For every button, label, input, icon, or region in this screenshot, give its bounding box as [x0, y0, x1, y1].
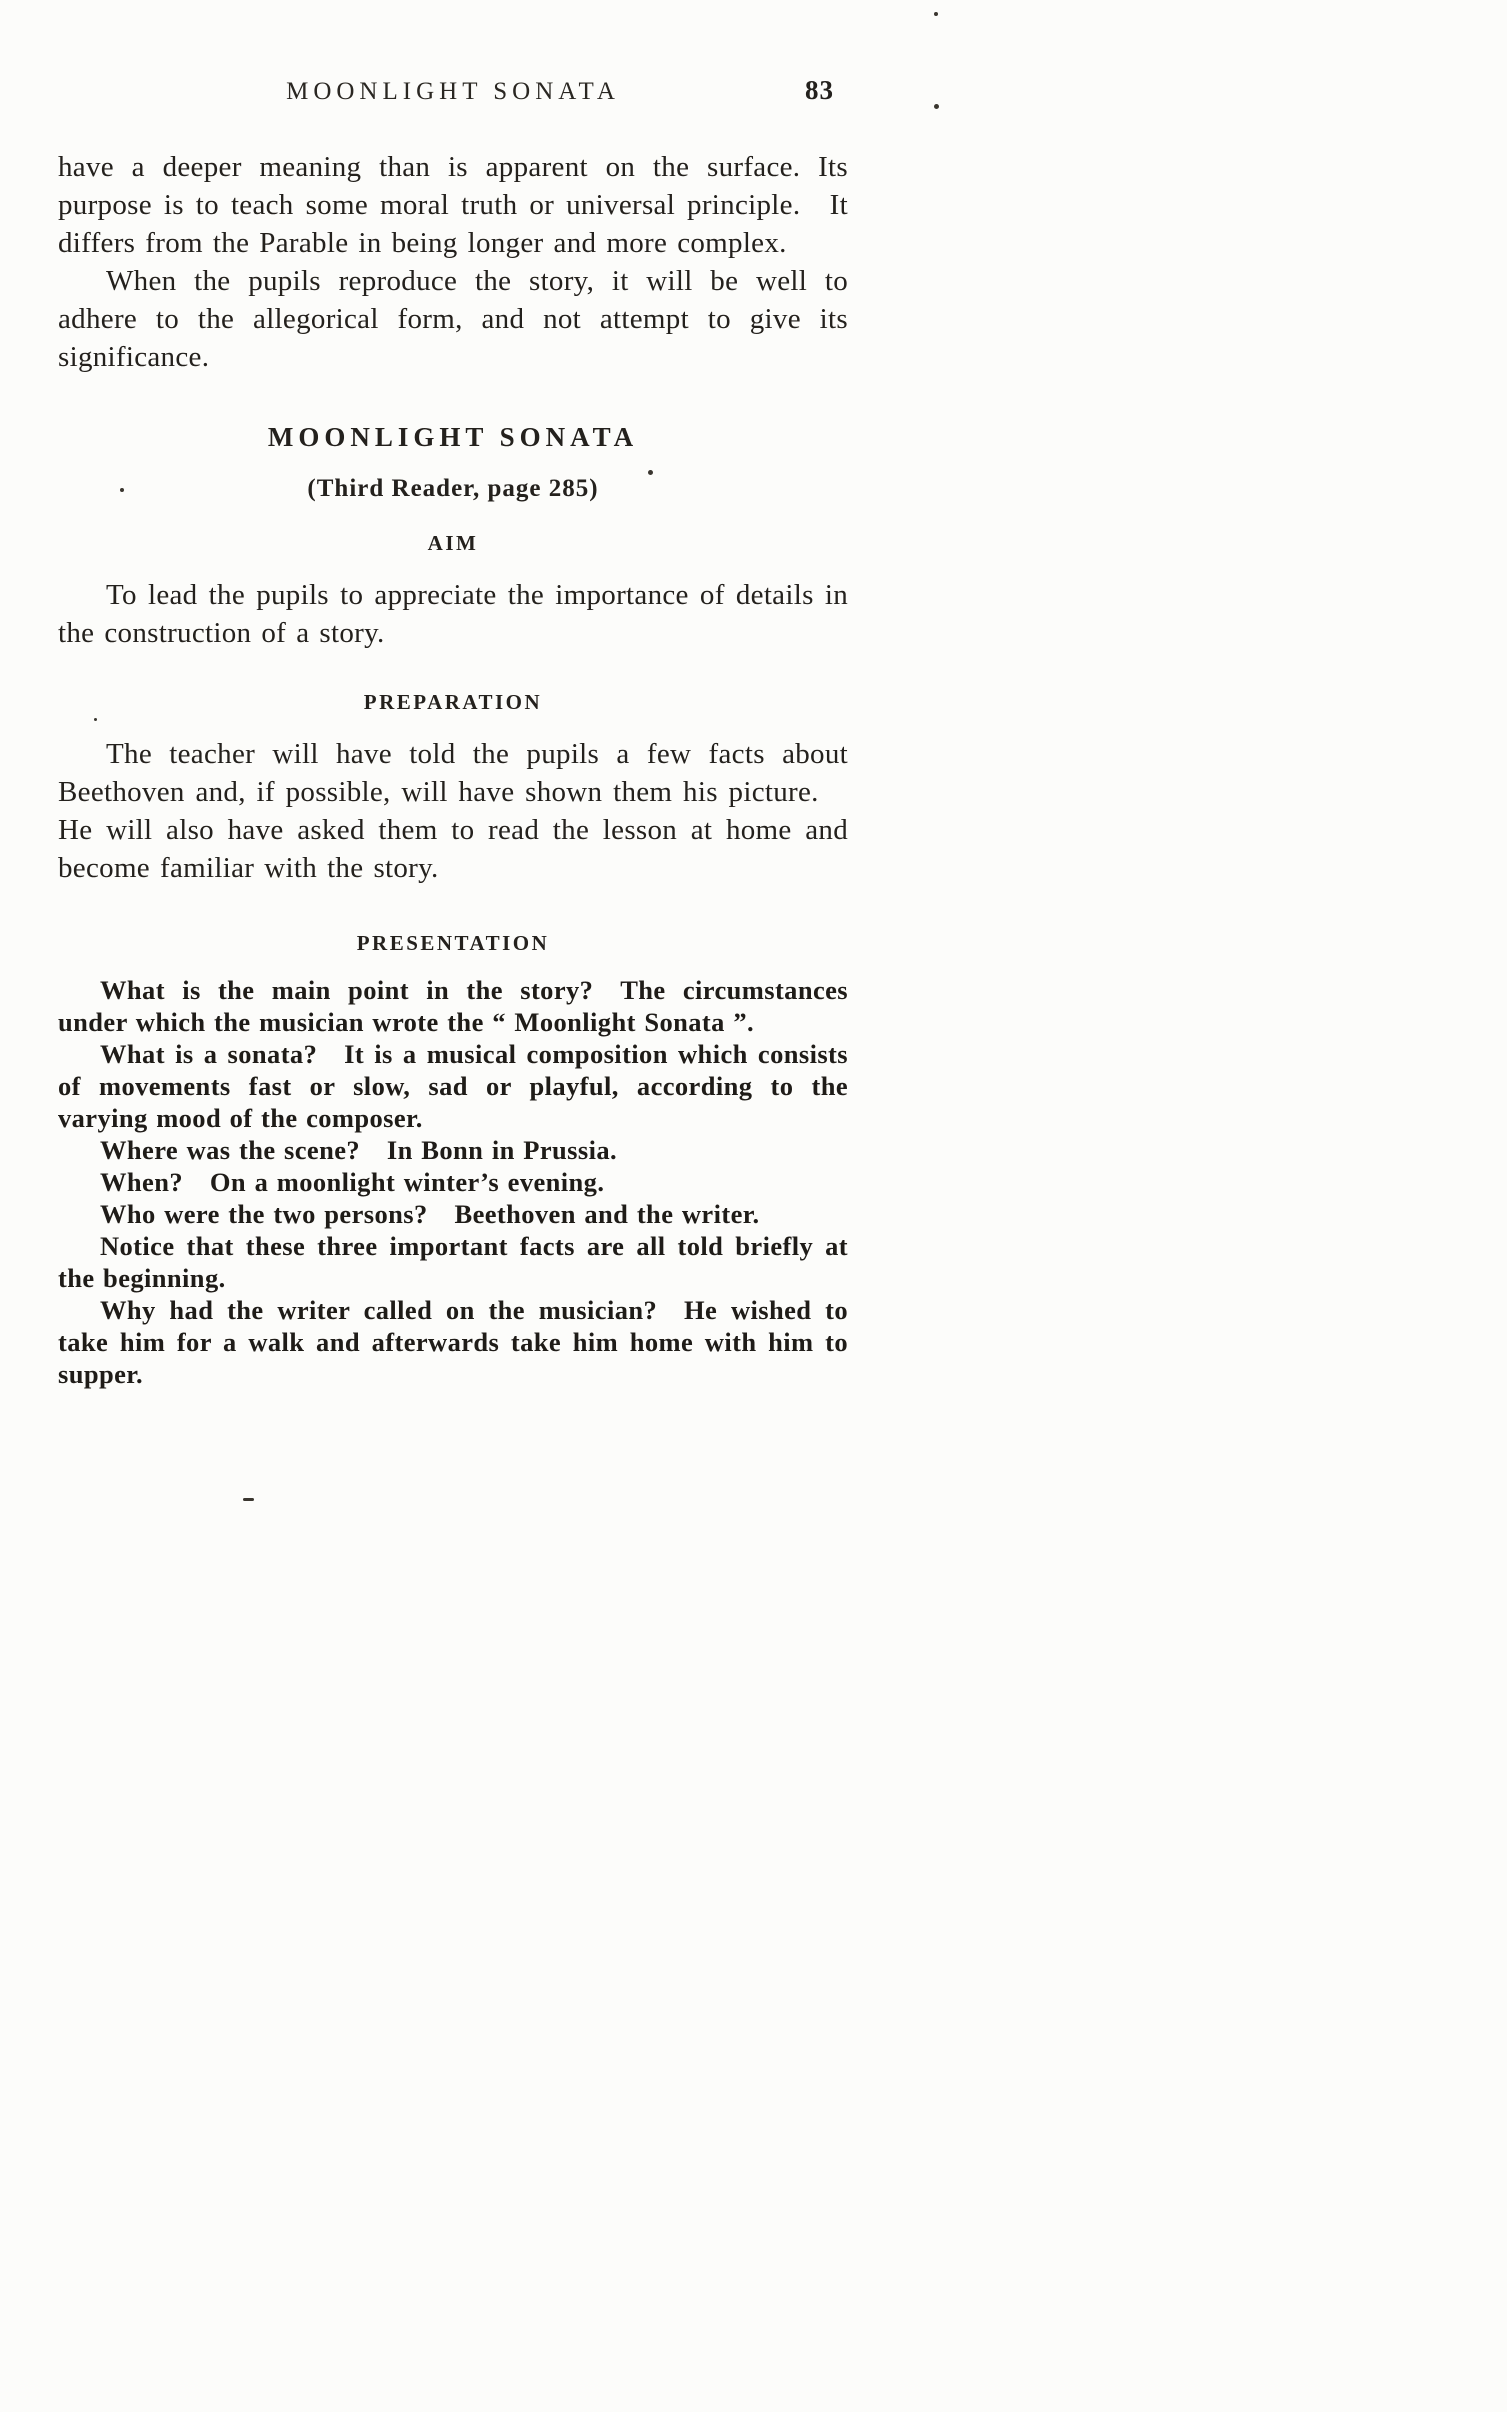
paragraph-continuation: have a deeper meaning than is apparent on the surface. Its purpose is to teach some moral truth or universal principle. It differs from the Parable in being longer and more complex.	[58, 151, 848, 259]
scan-artifact	[94, 718, 97, 721]
qa-paragraph-why-called: Why had the writer called on the musician? He wished to take him for a walk and afterwards take him home with him to supper.	[58, 1295, 848, 1389]
page-number: 83	[805, 75, 834, 105]
presentation-paragraphs	[58, 974, 848, 1390]
preparation-paragraph: The teacher will have told the pupils a few facts about Beethoven and, if possible, will have shown them his picture. He will also have asked them to read the lesson at home and become familiar with the story.	[58, 738, 848, 884]
scan-artifact	[120, 488, 124, 492]
aim-heading: AIM	[427, 531, 479, 555]
presentation-heading: PRESENTATION	[356, 931, 550, 955]
text-column	[58, 75, 848, 1390]
qa-paragraph-main-point: What is the main point in the story? The circumstances under which the musician wrote the “ Moonlight Sonata ”.	[58, 975, 848, 1037]
running-header-title: MOONLIGHT SONATA	[286, 78, 620, 105]
qa-paragraph-scene: Where was the scene? In Bonn in Prussia.	[100, 1135, 618, 1165]
scan-artifact	[648, 470, 653, 475]
qa-paragraph-when: When? On a moonlight winter’s evening.	[100, 1167, 605, 1197]
aim-paragraph: To lead the pupils to appreciate the importance of details in the construction of a story.	[58, 579, 848, 649]
lesson-subtitle: (Third Reader, page 285)	[307, 475, 599, 502]
scan-artifact	[934, 104, 939, 109]
preparation-heading: PREPARATION	[363, 690, 543, 714]
scan-artifact	[243, 1498, 254, 1501]
qa-paragraph-notice: Notice that these three important facts are all told briefly at the beginning.	[58, 1231, 848, 1293]
paragraph-reproduce-story: When the pupils reproduce the story, it will be well to adhere to the allegorical form, and not attempt to give its significance.	[58, 265, 848, 373]
qa-paragraph-sonata: What is a sonata? It is a musical composition which consists of movements fast or slow, sad or playful, according to the varying mood of the composer.	[58, 1039, 848, 1133]
running-header	[58, 75, 848, 112]
lesson-title: MOONLIGHT SONATA	[267, 422, 639, 452]
qa-paragraph-persons: Who were the two persons? Beethoven and the writer.	[100, 1199, 760, 1229]
scan-artifact	[934, 12, 938, 16]
